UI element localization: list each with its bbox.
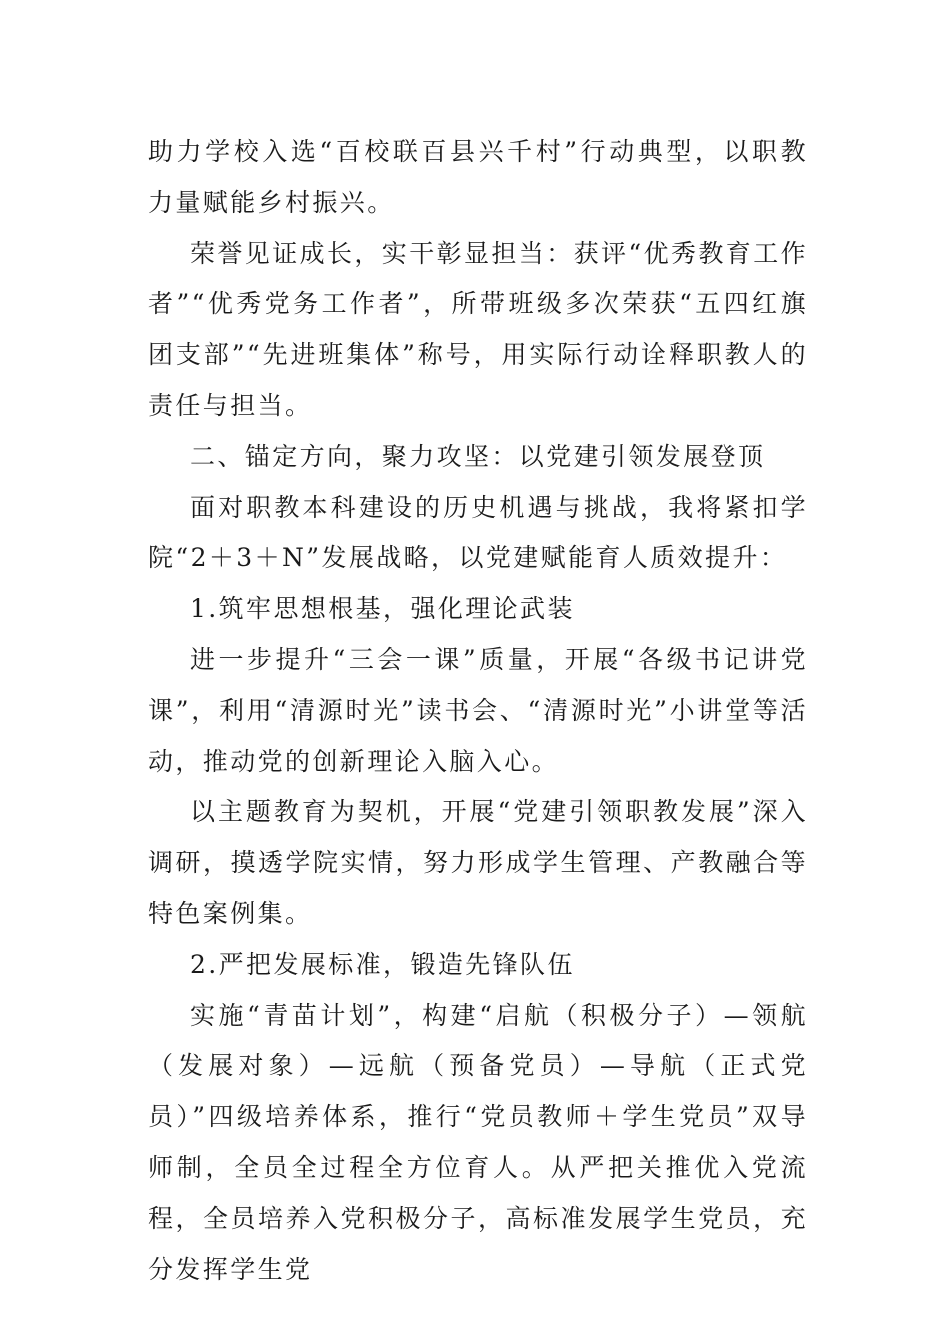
paragraph-1: 助力学校入选“百校联百县兴千村”行动典型，以职教力量赋能乡村振兴。 — [148, 137, 808, 217]
paragraph-3: 面对职教本科建设的历史机遇与挑战，我将紧扣学院“2＋3＋N”发展战略，以党建赋能育人质效提升： — [148, 492, 808, 573]
paragraph-6: 实施“青苗计划”，构建“启航（积极分子）—领航（发展对象）—远航（预备党员）—导航（正式党员）”四级培养体系，推行“党员教师＋学生党员”双导师制，全员全过程全方位育人。从严把关推优入党流程，全员培养入党积极分子，高标准发展学生党员，充分发挥学生党 — [148, 1000, 808, 1284]
subheading-2: 2.严把发展标准，锻造先锋队伍 — [190, 949, 575, 979]
subheading-1: 1.筑牢思想根基，强化理论武装 — [190, 594, 575, 624]
paragraph-4: 进一步提升“三会一课”质量，开展“各级书记讲党课”，利用“清源时光”读书会、“清源时光”小讲堂等活动，推动党的创新理论入脑入心。 — [148, 644, 808, 776]
paragraph-5: 以主题教育为契机，开展“党建引领职教发展”深入调研，摸透学院实情，努力形成学生管理、产教融合等特色案例集。 — [148, 797, 808, 928]
section-heading-2: 二、锚定方向，聚力攻坚：以党建引领发展登顶 — [190, 441, 766, 471]
paragraph-2: 荣誉见证成长，实干彰显担当：获评“优秀教育工作者”“优秀党务工作者”，所带班级多次荣获“五四红旗团支部”“先进班集体”称号，用实际行动诠释职教人的责任与担当。 — [148, 238, 808, 420]
document-body — [148, 127, 808, 1295]
